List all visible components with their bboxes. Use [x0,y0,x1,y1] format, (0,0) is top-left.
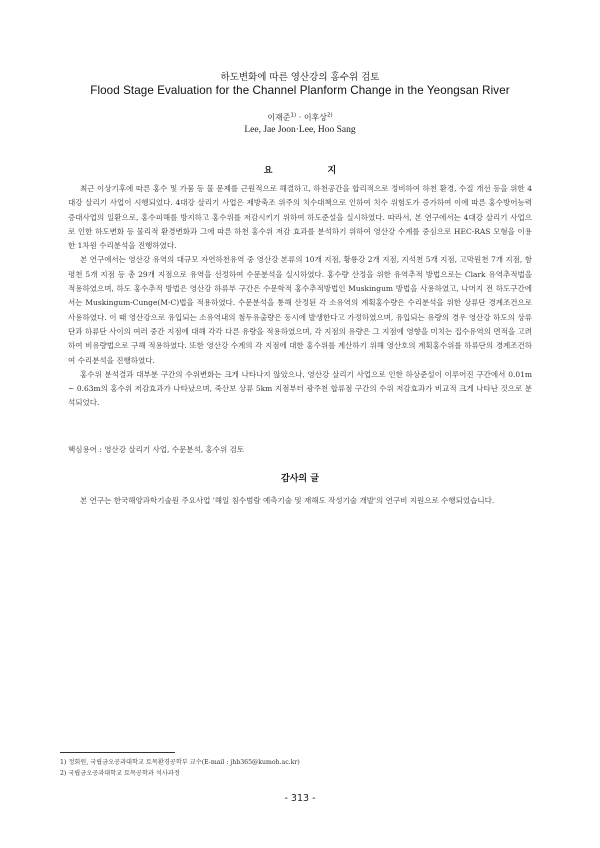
author-1-footnote-mark: 1) [290,112,297,119]
keywords: 핵심용어 : 영산강 살리기 사업, 수문분석, 홍수위 검토 [68,445,245,454]
author-2-footnote-mark: 2) [327,112,333,119]
abstract-paragraph: 홍수위 분석결과 대부분 구간의 수위변화는 크게 나타나지 않았으나, 영산강 살리기 사업으로 인한 하상준설이 이루어진 구간에서 0.01m ~ 0.63m의 홍수위 저감효과가 나타났으며, 죽산보 상류 5km 지점부터 광주천 합류점 구간의 수위 저감효과가 비교적 크게 나타난 것으로 분석되었다. [68,369,532,408]
acknowledgement-body [68,494,532,508]
title-korean: 하도변화에 따른 영산강의 홍수위 검토 [220,72,380,83]
abstract-body [68,182,532,411]
title-english: Flood Stage Evaluation for the Channel Planform Change in the Yeongsan River [90,84,510,97]
page-number: - 313 - [284,793,316,804]
author-1-name: 이재준 [267,113,291,122]
authors-english: Lee, Jae Joon·Lee, Hoo Sang [244,125,356,135]
footnote-1: 1) 정회원, 국립금오공과대학교 토목환경공학부 교수(E-mail : jhb365@kumoh.ac.kr) [60,759,300,766]
authors-korean [0,112,600,123]
author-separator: · [298,113,302,122]
footnotes [60,757,300,779]
footnote-2: 2) 국립금오공과대학교 토목공학과 석사과정 [60,770,180,777]
acknowledgement-heading: 감사의 글 [281,474,319,484]
abstract-heading: 요 지 [263,166,363,176]
author-2-name: 이후상 [303,113,327,122]
footnote-divider [60,752,175,753]
abstract-paragraph: 최근 이상기후에 따른 홍수 및 가뭄 등 물 문제를 근원적으로 해결하고, 하천공간을 합리적으로 정비하여 하천 환경, 수질 개선 등을 위한 4대강 살리기 사업이 시행되었다. 4대강 살리기 사업은 제방축조 위주의 치수대책으로 인하여 치수 위험도가 증가하여 이에 따른 홍수방어능력 증대사업의 일환으로, 홍수피해를 방지하고 홍수위를 저감시키기 위하여 하도준설을 실시하였다. 따라서, 본 연구에서는 4대강 살리기 사업으로 인한 하도변화 등 물리적 환경변화과 그에 따른 하천 홍수위 저감 효과를 분석하기 위하여 영산강 수계를 중심으로 HEC-RAS 모형을 이용한 1차원 수리분석을 진행하였다. [68,184,532,251]
acknowledgement-text: 본 연구는 한국해양과학기술원 주요사업 '해일 침수범람 예측기술 및 재해도 작성기술 개발'의 연구비 지원으로 수행되었습니다. [80,496,495,505]
abstract-paragraph: 본 연구에서는 영산강 유역의 대규모 자연하천유역 중 영산강 본류의 10개 지점, 황룡강 2개 지점, 지석천 5개 지점, 고막원천 7개 지점, 함평천 5개 지점 등 총 29개 지점으로 유역을 선정하여 수문분석을 실시하였다. 홍수량 산정을 위한 유역추적 방법으로는 Clark 유역추적법을 적용하였으며, 하도 홍수추적 방법은 영산강 하류부 구간은 수문학적 홍수추적방법인 Muskingum 방법을 사용하였고, 나머지 전 하도구간에서는 Muskingum-Cunge(M-C)법을 적용하였다. 수문분석을 통해 산정된 각 소유역의 계획홍수량은 수리분석을 위한 상류단 경계조건으로 사용하였다. 이 때 영산강으로 유입되는 소유역내의 첨두유출량은 동시에 발생한다고 가정하였으며, 유입되는 유량의 경우 영산강 하도의 상류단과 하류단 사이의 여러 중간 지점에 대해 각각 다른 유량을 적용하였으며, 각 지점의 유량은 그 지점에 영향을 미치는 집수유역의 면적을 고려하여 비유량법으로 구해 적용하였다. 또한 영산강 수계의 각 지점에 대한 홍수위를 계산하기 위해 영산호의 계획홍수위를 하류단의 경계조건하여 수리분석을 진행하였다. [68,255,532,365]
